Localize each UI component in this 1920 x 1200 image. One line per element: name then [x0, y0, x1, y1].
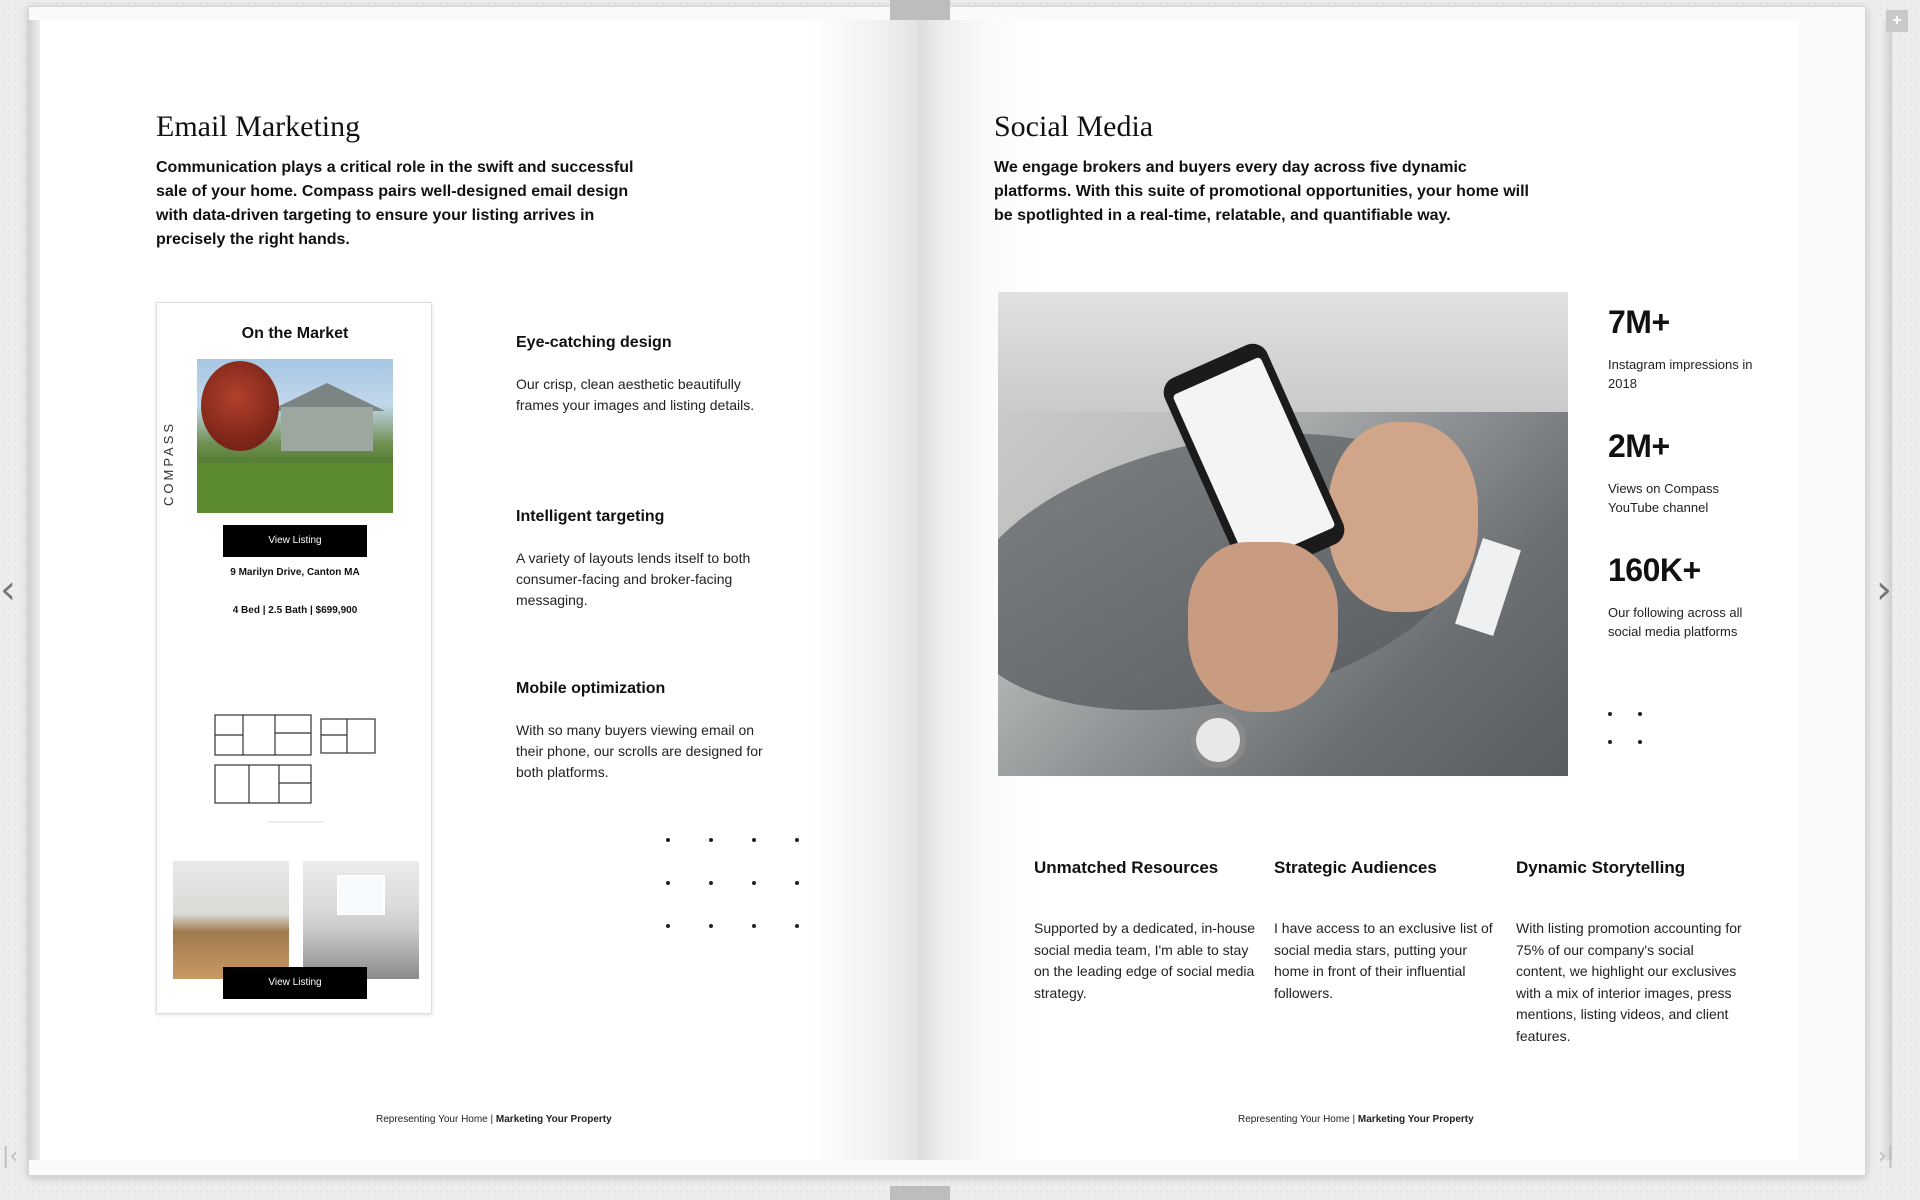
footer-prefix: Representing Your Home |	[376, 1114, 496, 1125]
feature-text: A variety of layouts lends itself to both consumer-facing and broker-facing messaging.	[516, 550, 751, 608]
view-listing-button[interactable]: View Listing	[223, 525, 367, 557]
bookmark-add-icon[interactable]: +	[1886, 10, 1908, 32]
stat-label: Our following across all social media platforms	[1608, 605, 1743, 639]
listing-specs: 4 Bed | 2.5 Bath | $699,900	[232, 605, 358, 616]
feature-title: Eye-catching design	[516, 334, 672, 351]
chevron-right-icon[interactable]: ›	[1876, 567, 1892, 613]
feature-title: Intelligent targeting	[516, 508, 665, 525]
column-title: Strategic Audiences	[1274, 858, 1437, 877]
column-unmatched-resources	[1034, 858, 1264, 1004]
decorative-dot-grid	[666, 838, 838, 928]
stat-instagram	[1608, 304, 1758, 393]
stat-social-following	[1608, 552, 1758, 641]
view-listing-button-bottom[interactable]: View Listing	[223, 967, 367, 999]
spine-bottom	[890, 1186, 950, 1200]
email-preview-card	[156, 302, 432, 1014]
sink-photo	[303, 861, 419, 979]
footer-bold: Marketing Your Property	[1357, 1114, 1474, 1125]
listing-address: 9 Marilyn Drive, Canton MA	[230, 567, 360, 578]
card-divider	[267, 821, 323, 823]
email-heading: On the Market	[241, 325, 349, 342]
floorplan-image	[213, 713, 377, 805]
column-text: With listing promotion accounting for 75% of our company's social content, we highlight our exclusives with a mix of interior images, press mentions, listing videos, and client features.	[1516, 920, 1742, 1044]
left-page[interactable]	[40, 20, 918, 1160]
column-text: Supported by a dedicated, in-house social media team, I'm able to stay on the leading edge of social media strategy.	[1034, 920, 1256, 1001]
page-footer	[376, 1114, 612, 1125]
page-title: Social Media	[994, 110, 1154, 143]
intro-text: We engage brokers and buyers every day across five dynamic platforms. With this suite of promotional opportunities, your home will be spotlighted in a real-time, relatable, and quantifiable way.	[994, 159, 1529, 224]
feature-intelligent-targeting	[516, 508, 776, 611]
house-photo	[197, 359, 393, 513]
footer-prefix: Representing Your Home |	[1238, 1114, 1358, 1125]
feature-text: With so many buyers viewing email on their phone, our scrolls are designed for both platforms.	[516, 722, 763, 780]
chevron-left-icon[interactable]: ‹	[0, 567, 16, 613]
phone-photo	[998, 292, 1568, 776]
compass-brand-vertical: COMPASS	[161, 420, 176, 506]
stat-label: Instagram impressions in 2018	[1608, 357, 1753, 391]
column-strategic-audiences	[1274, 858, 1504, 1004]
column-title: Dynamic Storytelling	[1516, 858, 1686, 877]
feature-text: Our crisp, clean aesthetic beautifully frames your images and listing details.	[516, 376, 755, 413]
right-page[interactable]	[918, 20, 1798, 1160]
page-title: Email Marketing	[156, 110, 361, 143]
stat-value: 7M+	[1608, 304, 1670, 340]
feature-eye-catching	[516, 334, 776, 416]
stat-value: 2M+	[1608, 428, 1670, 464]
stat-value: 160K+	[1608, 552, 1701, 588]
left-page-edge	[28, 20, 40, 1160]
first-page-icon[interactable]: |‹	[2, 1144, 19, 1169]
intro-text: Communication plays a critical role in the swift and successful sale of your home. Compass pairs well-designed email design with data-driven targeting to ensure your listing arrives in precisely the right hands.	[156, 159, 634, 248]
stat-youtube	[1608, 428, 1758, 517]
column-title: Unmatched Resources	[1034, 858, 1219, 877]
feature-title: Mobile optimization	[516, 680, 666, 697]
page-footer	[1238, 1114, 1474, 1125]
decorative-dot-grid	[1608, 712, 1668, 744]
stat-label: Views on Compass YouTube channel	[1608, 481, 1720, 515]
feature-mobile-optimization	[516, 680, 776, 783]
last-page-icon[interactable]: ›|	[1878, 1144, 1895, 1169]
spine-top	[890, 0, 950, 20]
footer-bold: Marketing Your Property	[495, 1114, 612, 1125]
column-text: I have access to an exclusive list of social media stars, putting your home in front of their influential followers.	[1274, 920, 1493, 1001]
kitchen-photo	[173, 861, 289, 979]
column-dynamic-storytelling	[1516, 858, 1746, 1047]
